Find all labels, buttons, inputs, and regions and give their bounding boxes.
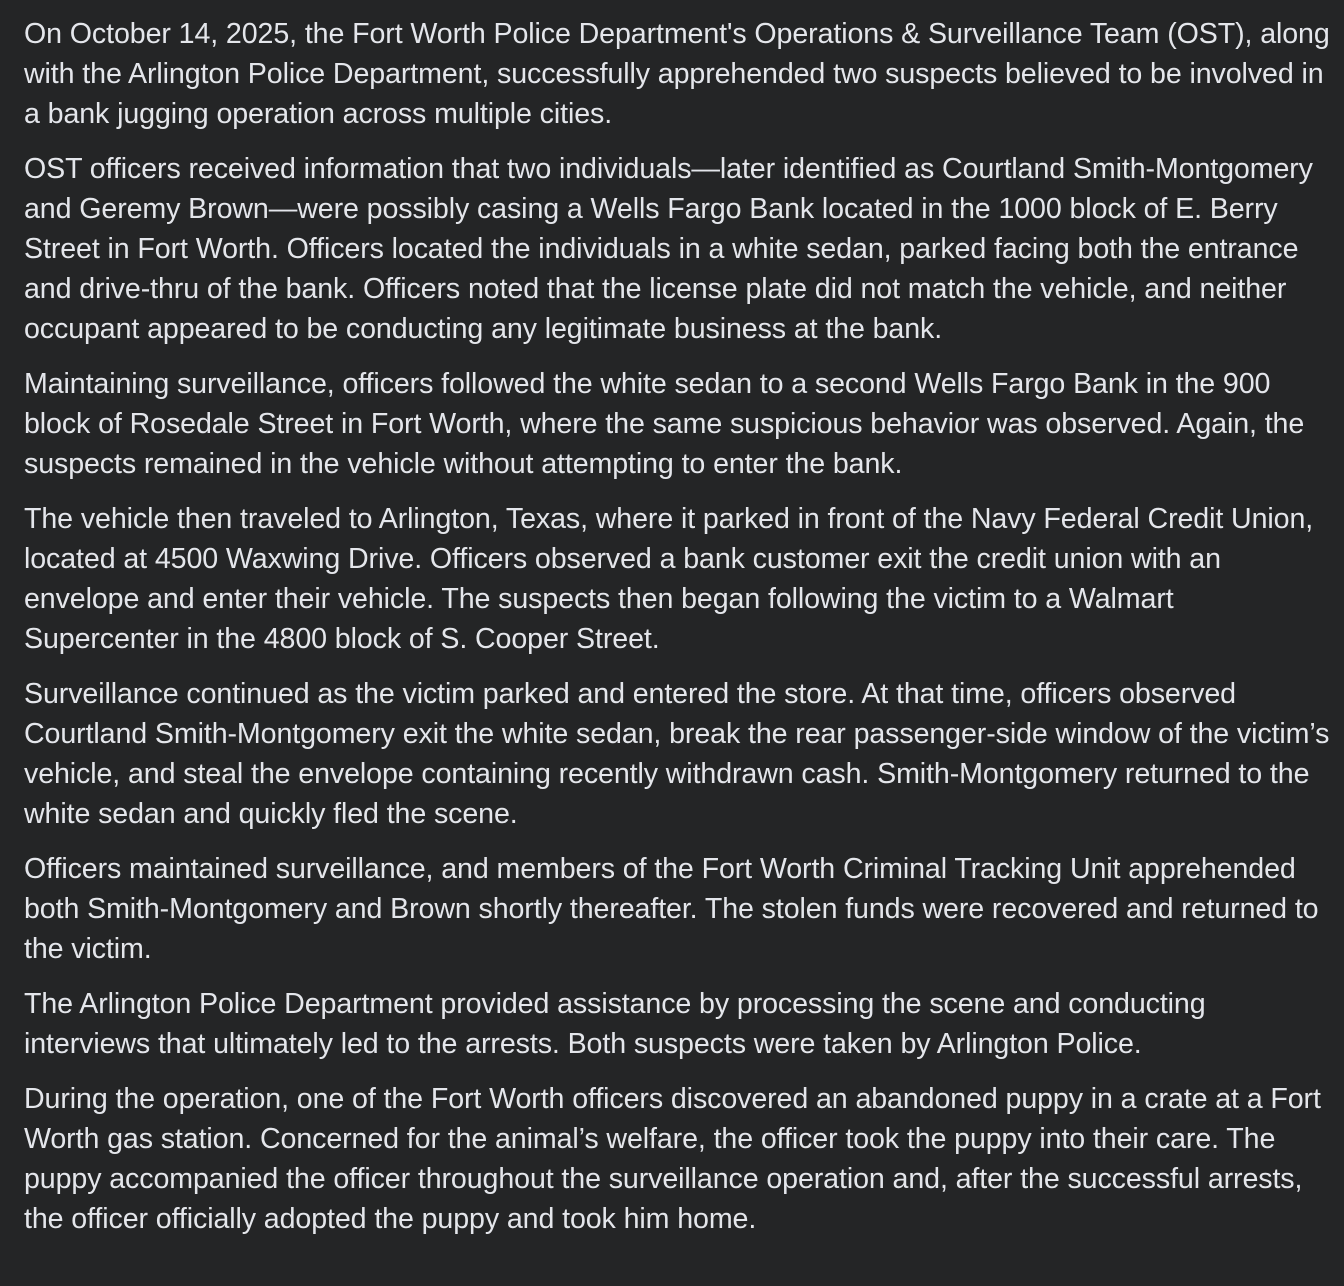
post-paragraph-2: OST officers received information that two individuals—later identified as Courtland Smith-Montgomery and Geremy Brown—were possibly casing a Wells Fargo Bank located in the 1000 block of E. Berry Street in Fort Worth. Officers located the individuals in a white sedan, parked facing both the entrance and drive-thru of the bank. Officers noted that the license plate did not match the vehicle, and neither occupant appeared to be conducting any legitimate business at the bank. <box>24 153 1313 345</box>
post-paragraph-4: The vehicle then traveled to Arlington, Texas, where it parked in front of the Navy Federal Credit Union, located at 4500 Waxwing Drive. Officers observed a bank customer exit the credit union with an envelope and enter their vehicle. The suspects then began following the victim to a Walmart Supercenter in the 4800 block of S. Cooper Street. <box>24 503 1314 655</box>
post-paragraph-5: Surveillance continued as the victim parked and entered the store. At that time, officers observed Courtland Smith-Montgomery exit the white sedan, break the rear passenger-side window of the victim’s vehicle, and steal the envelope containing recently withdrawn cash. Smith-Montgomery returned to the white sedan and quickly fled the scene. <box>24 678 1330 830</box>
post-paragraph-8: During the operation, one of the Fort Worth officers discovered an abandoned puppy in a crate at a Fort Worth gas station. Concerned for the animal’s welfare, the officer took the puppy into their care. The puppy accompanied the officer throughout the surveillance operation and, after the successful arrests, the officer officially adopted the puppy and took him home. <box>24 1083 1321 1235</box>
post-paragraph-7: The Arlington Police Department provided assistance by processing the scene and conducting interviews that ultimately led to the arrests. Both suspects were taken by Arlington Police. <box>24 988 1206 1060</box>
post-paragraph-3: Maintaining surveillance, officers followed the white sedan to a second Wells Fargo Bank in the 900 block of Rosedale Street in Fort Worth, where the same suspicious behavior was observed. Again, the suspects remained in the vehicle without attempting to enter the bank. <box>24 368 1305 480</box>
post-paragraph-1: On October 14, 2025, the Fort Worth Police Department's Operations & Surveillance Team (OST), along with the Arlington Police Department, successfully apprehended two suspects believed to be involved in a bank jugging operation across multiple cities. <box>24 18 1330 130</box>
post-paragraph-6: Officers maintained surveillance, and members of the Fort Worth Criminal Tracking Unit apprehended both Smith-Montgomery and Brown shortly thereafter. The stolen funds were recovered and returned to the victim. <box>24 853 1319 965</box>
